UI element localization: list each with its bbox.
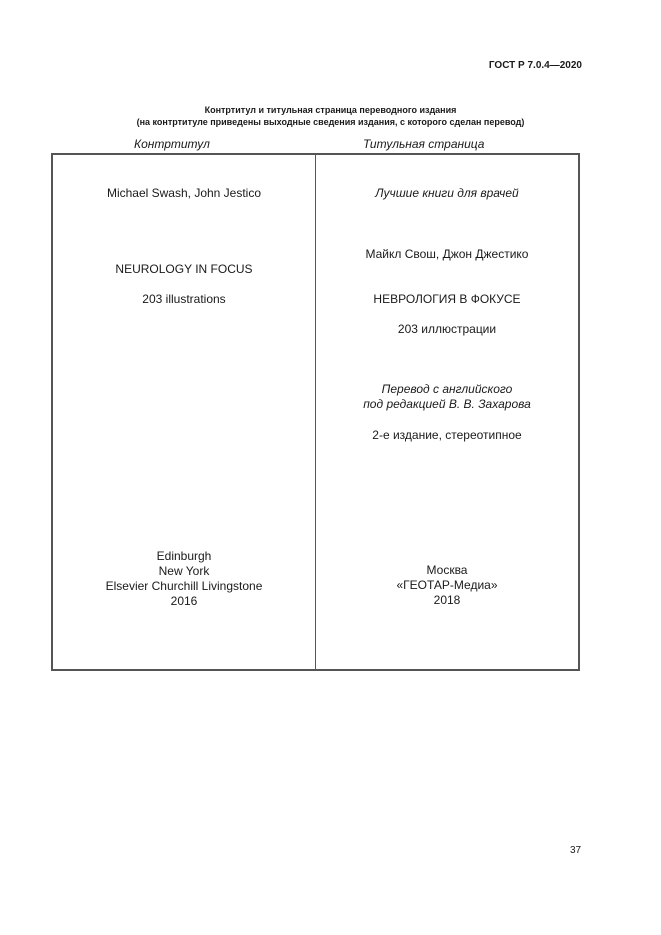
left-imprint-publisher: Elsevier Churchill Livingstone bbox=[105, 579, 263, 593]
page-number: 37 bbox=[570, 845, 582, 856]
caption-note: (на контртитуле приведены выходные сведения издания, с которого сделан перевод) bbox=[136, 117, 525, 127]
right-translation-line1: Перевод с английского bbox=[381, 382, 513, 396]
left-authors: Michael Swash, John Jestico bbox=[106, 186, 262, 200]
right-illustrations: 203 иллюстрации bbox=[397, 322, 497, 336]
left-imprint-year: 2016 bbox=[170, 594, 198, 608]
right-imprint bbox=[316, 563, 578, 608]
right-imprint-publisher: «ГЕОТАР-Медиа» bbox=[396, 578, 498, 592]
document-code: ГОСТ Р 7.0.4—2020 bbox=[488, 60, 582, 71]
caption-title: Контртитул и титульная страница переводного издания bbox=[204, 105, 457, 115]
right-authors: Майкл Свош, Джон Джестико bbox=[365, 247, 529, 261]
right-translation bbox=[316, 382, 578, 412]
left-column-heading: Контртитул bbox=[134, 137, 210, 151]
right-translation-line2: под редакцией В. В. Захарова bbox=[363, 397, 531, 411]
right-edition: 2-е издание, стереотипное bbox=[372, 428, 522, 442]
right-column-heading: Титульная страница bbox=[363, 137, 485, 151]
right-imprint-year: 2018 bbox=[433, 593, 461, 607]
left-title: NEUROLOGY IN FOCUS bbox=[115, 262, 253, 276]
right-series: Лучшие книги для врачей bbox=[375, 186, 519, 200]
right-imprint-city: Москва bbox=[426, 563, 468, 577]
left-imprint-city2: New York bbox=[158, 564, 210, 578]
left-illustrations: 203 illustrations bbox=[142, 292, 226, 306]
left-imprint bbox=[53, 549, 315, 609]
left-imprint-city1: Edinburgh bbox=[156, 549, 212, 563]
right-title: НЕВРОЛОГИЯ В ФОКУСЕ bbox=[373, 292, 521, 306]
